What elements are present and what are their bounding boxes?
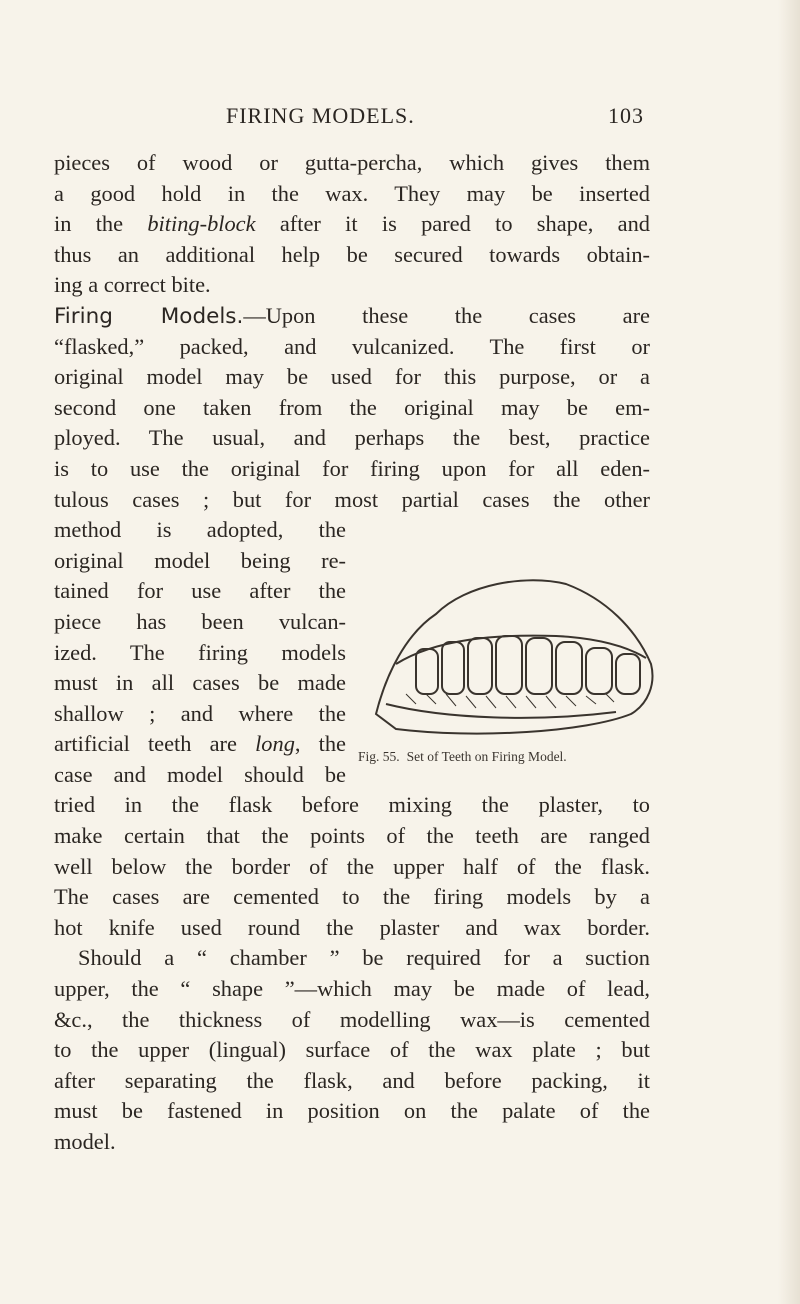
tooth — [526, 638, 552, 694]
teeth-figure-drawing — [376, 580, 652, 733]
text-segment: case and model should be — [54, 761, 346, 787]
text-segment: a good hold in the wax. They may be inserted — [54, 180, 650, 206]
page-number: 103 — [608, 103, 644, 128]
text-line — [54, 913, 650, 944]
text-line — [54, 179, 650, 210]
italic-term: biting-block — [147, 211, 256, 237]
text-segment: is to use the original for firing upon for all eden- — [54, 455, 650, 481]
text-line — [54, 668, 346, 699]
text-segment: original model being re- — [54, 547, 346, 573]
tooth — [496, 636, 522, 694]
text-segment: to the upper (lingual) surface of the wax plate ; but — [54, 1037, 650, 1063]
text-segment: The cases are cemented to the firing models by a — [54, 884, 650, 910]
text-segment: “flasked,” packed, and vulcanized. The first or — [54, 333, 650, 359]
italic-term: long — [255, 731, 295, 757]
text-line — [54, 362, 650, 393]
text-line — [54, 485, 650, 516]
text-segment: ployed. The usual, and perhaps the best, practice — [54, 425, 650, 451]
tooth — [416, 649, 438, 694]
text-line — [54, 301, 650, 332]
text-segment: original model may be used for this purpose, or a — [54, 364, 650, 390]
text-segment: ing a correct bite. — [54, 272, 211, 298]
text-line — [54, 729, 346, 760]
text-line — [54, 423, 650, 454]
text-line — [54, 148, 650, 179]
text-line — [54, 699, 346, 730]
text-line — [54, 607, 346, 638]
text-segment: well below the border of the upper half of the flask. — [54, 853, 650, 879]
text-segment: must in all cases be made — [54, 670, 346, 696]
text-segment: —Upon these the cases are — [243, 302, 650, 328]
text-segment: shallow ; and where the — [54, 700, 346, 726]
text-line — [54, 454, 650, 485]
text-segment: tained for use after the — [54, 578, 346, 604]
text-line — [54, 1127, 650, 1158]
hatching — [406, 694, 614, 708]
figure-caption — [358, 749, 658, 765]
text-line — [54, 790, 650, 821]
text-segment: piece has been vulcan- — [54, 608, 346, 634]
tooth — [586, 648, 612, 694]
figure-caption-text: Set of Teeth on Firing Model. — [406, 749, 567, 764]
text-line — [54, 852, 650, 883]
figure-label: Fig. 55. — [358, 749, 400, 764]
text-line — [54, 760, 346, 791]
text-segment: hot knife used round the plaster and wax border. — [54, 914, 650, 940]
base-line — [386, 704, 616, 718]
text-line — [54, 332, 650, 363]
page-edge-shadow — [778, 0, 800, 1304]
text-line — [54, 943, 650, 974]
text-segment: in the — [54, 211, 148, 237]
text-line — [54, 576, 346, 607]
text-line — [54, 515, 346, 546]
text-segment: must be fastened in position on the palate of the — [54, 1098, 650, 1124]
running-title: FIRING MODELS. — [226, 103, 415, 128]
text-line — [54, 270, 650, 301]
text-segment: pieces of wood or gutta-percha, which gives them — [54, 150, 650, 175]
text-segment: &c., the thickness of modelling wax—is cemented — [54, 1006, 650, 1032]
text-line — [54, 638, 346, 669]
text-line — [54, 1035, 650, 1066]
text-line — [54, 974, 650, 1005]
text-segment: after separating the flask, and before packing, it — [54, 1067, 650, 1093]
text-line — [54, 1096, 650, 1127]
tooth — [442, 642, 464, 694]
running-head — [54, 103, 644, 133]
text-segment: method is adopted, the — [54, 517, 346, 543]
text-segment: , the — [294, 731, 346, 757]
text-segment: artificial teeth are — [54, 731, 256, 757]
text-segment: make certain that the points of the teeth are ranged — [54, 823, 650, 849]
text-segment: thus an additional help be secured towards obtain- — [54, 241, 650, 267]
text-segment: upper, the “ shape ”—which may be made of lead, — [54, 976, 650, 1002]
text-line — [54, 821, 650, 852]
section-heading: Firing Models. — [54, 303, 244, 329]
text-line — [54, 393, 650, 424]
text-line — [54, 209, 650, 240]
text-segment: tried in the flask before mixing the plaster, to — [54, 792, 650, 818]
tooth — [616, 654, 640, 694]
text-segment: model. — [54, 1129, 116, 1154]
teeth-figure — [356, 554, 656, 744]
text-segment: second one taken from the original may be em- — [54, 394, 650, 420]
text-line — [54, 882, 650, 913]
text-segment: Should a “ chamber ” be required for a suction — [78, 945, 650, 971]
text-segment: ized. The firing models — [54, 639, 346, 665]
text-line — [54, 1066, 650, 1097]
text-segment: tulous cases ; but for most partial cases the other — [54, 486, 650, 512]
text-line — [54, 1005, 650, 1036]
text-line — [54, 546, 346, 577]
text-segment: after it is pared to shape, and — [255, 211, 651, 237]
tooth — [468, 638, 492, 694]
text-line — [54, 240, 650, 271]
tooth — [556, 642, 582, 694]
